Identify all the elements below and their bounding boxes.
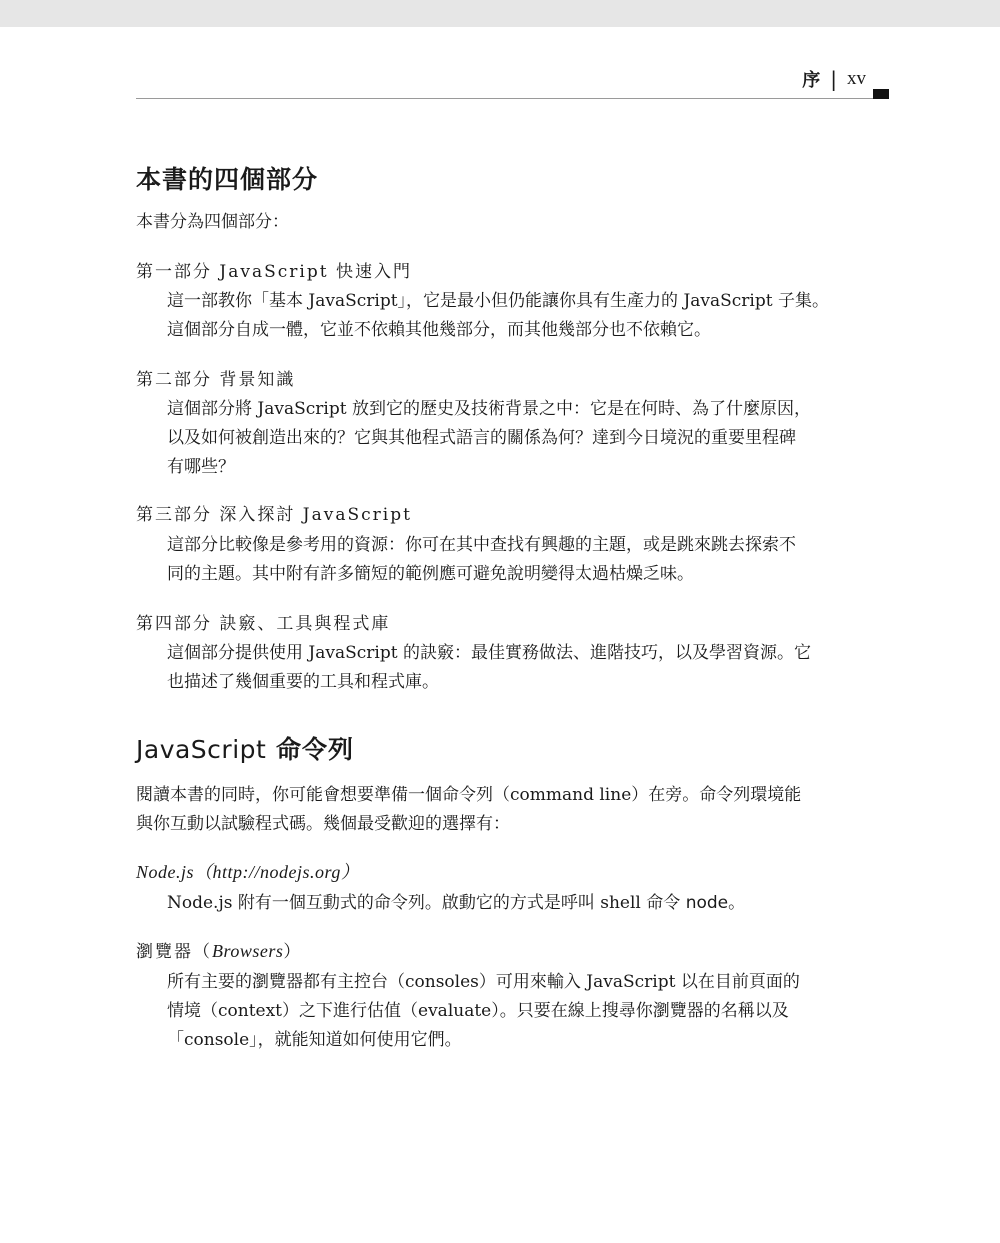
nodejs-desc-text: Node.js 附有一個互動式的命令列。啟動它的方式是呼叫 shell 命令 [167, 893, 686, 913]
browsers-term [136, 937, 302, 962]
browsers-description [167, 968, 888, 1055]
heading-cjk-part: 命令列 [276, 735, 355, 764]
intro-line-2: 與你互動以試驗程式碼。幾個最受歡迎的選擇有： [136, 814, 510, 834]
part-3-term: 第三部分 深入探討 JavaScript [136, 505, 412, 525]
section-intro: 本書分為四個部分： [136, 212, 289, 232]
nodejs-term: Node.js（http://nodejs.org） [136, 862, 360, 882]
header-label [802, 66, 866, 92]
nodejs-desc-end: 。 [728, 893, 746, 913]
part-2-line-2: 以及如何被創造出來的？它與其他程式語言的關係為何？達到今日境況的重要里程碑 [167, 428, 796, 448]
thumb-tab-marker [873, 89, 889, 99]
part-1-term: 第一部分 JavaScript 快速入門 [136, 262, 412, 282]
browsers-term-cjk: 瀏覽器（ [136, 942, 212, 962]
heading-latin-part: JavaScript [136, 735, 267, 764]
part-1-line-1: 這一部教你「基本 JavaScript」，它是最小但仍能讓你具有生產力的 JavaScript 子集。 [167, 291, 829, 311]
part-2-description [167, 395, 888, 482]
page-number: xv [847, 68, 866, 89]
part-4-term: 第四部分 訣竅、工具與程式庫 [136, 614, 391, 634]
page-top-band [0, 0, 1000, 27]
part-2-term: 第二部分 背景知識 [136, 370, 296, 390]
section-heading-command-line [136, 730, 354, 766]
part-4-description [167, 639, 888, 697]
browsers-line-2: 情境（context）之下進行估值（evaluate）。只要在線上搜尋你瀏覽器的名稱以及 [167, 1001, 789, 1021]
part-3-line-2: 同的主題。其中附有許多簡短的範例應可避免說明變得太過枯燥乏味。 [167, 564, 694, 584]
part-3-description [167, 531, 888, 589]
part-2-line-3: 有哪些？ [167, 457, 235, 477]
browsers-term-close: ） [283, 942, 303, 962]
part-2-line-1: 這個部分將 JavaScript 放到它的歷史及技術背景之中：它是在何時、為了什麼原因， [167, 399, 811, 419]
command-line-intro [136, 781, 888, 839]
browsers-line-1: 所有主要的瀏覽器都有主控台（consoles）可用來輸入 JavaScript 以在目前頁面的 [167, 972, 800, 992]
nodejs-command-code: node [685, 893, 729, 913]
intro-line-1: 閱讀本書的同時，你可能會想要準備一個命令列（command line）在旁。命令列環境能 [136, 785, 802, 805]
running-header [136, 60, 888, 99]
part-4-line-1: 這個部分提供使用 JavaScript 的訣竅：最佳實務做法、進階技巧，以及學習資源。它 [167, 643, 811, 663]
browsers-line-3: 「console」，就能知道如何使用它們。 [167, 1030, 462, 1050]
header-separator: | [830, 67, 837, 91]
part-4-line-2: 也描述了幾個重要的工具和程式庫。 [167, 672, 439, 692]
part-3-line-1: 這部分比較像是參考用的資源：你可在其中查找有興趣的主題，或是跳來跳去探索不 [167, 535, 796, 555]
header-chapter: 序 [802, 70, 821, 91]
browsers-term-latin: Browsers [212, 941, 284, 961]
nodejs-description [167, 889, 888, 918]
part-1-line-2: 這個部分自成一體，它並不依賴其他幾部分，而其他幾部分也不依賴它。 [167, 320, 711, 340]
part-1-description [167, 287, 888, 345]
section-heading-four-parts: 本書的四個部分 [136, 165, 319, 194]
